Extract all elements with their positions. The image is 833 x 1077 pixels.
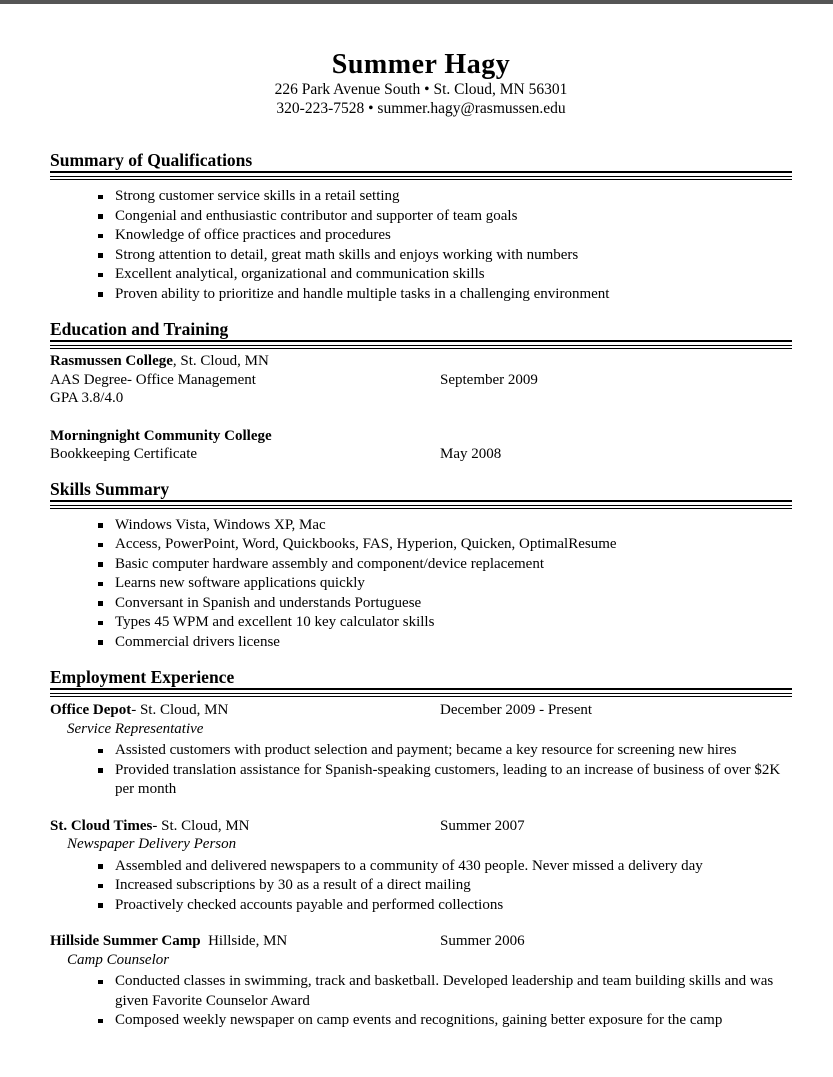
resume-page [0,50,833,1031]
list-item [50,265,792,285]
job-title: Newspaper Delivery Person [67,836,237,852]
bullet-square-icon [98,884,103,889]
employer-name: Hillside Summer Camp [50,933,201,949]
address-line: 226 Park Avenue South • St. Cloud, MN 56301 [274,81,568,98]
bullet-text: Assembled and delivered newspapers to a community of 430 people. Never missed a delivery day [115,857,703,874]
bullet-square-icon [98,253,103,258]
section-education [50,319,792,464]
employer-line [50,817,792,836]
document-top-border [0,0,833,4]
bullet-text: Assisted customers with product selection and payment; became a key resource for screening new hires [115,742,737,758]
school-name: Morningnight Community College [50,427,272,444]
job-date: Summer 2007 [440,817,525,834]
job-bullet-list [50,857,792,916]
job-date: December 2009 - Present [440,702,593,718]
section-divider [50,345,792,349]
employer-line [50,932,792,951]
credential-line [50,445,792,464]
bullet-text: Congenial and enthusiastic contributor and supporter of team goals [115,207,518,224]
bullet-text: Excellent analytical, organizational and communication skills [115,266,485,282]
list-item [50,594,792,614]
bullet-text: Access, PowerPoint, Word, Quickbooks, FAS, Hyperion, Quicken, OptimalResume [115,536,617,552]
bullet-text: Proven ability to prioritize and handle multiple tasks in a challenging environment [115,285,610,302]
section-summary [50,150,792,304]
contact-line: 320-223-7528 • summer.hagy@rasmussen.edu [276,100,566,117]
gpa-line [50,389,792,408]
section-title-skills: Skills Summary [50,479,792,502]
education-entry [50,427,792,464]
list-item [50,857,792,877]
employer-name: St. Cloud Times [50,817,153,834]
list-item [50,741,792,761]
bullet-square-icon [98,234,103,239]
job-entry [50,817,792,916]
list-item [50,285,792,305]
job-bullet-list [50,972,792,1031]
school-location: , St. Cloud, MN [172,353,269,369]
bullet-square-icon [98,214,103,219]
bullet-text: Commercial drivers license [115,633,280,650]
bullet-square-icon [98,562,103,567]
school-line [50,427,792,446]
candidate-name: Summer Hagy [331,49,511,80]
job-bullet-list [50,741,792,800]
bullet-square-icon [98,768,103,773]
list-item [50,876,792,896]
education-date: September 2009 [440,371,538,388]
list-item [50,187,792,207]
bullet-text: Conversant in Spanish and understands Portuguese [115,594,422,611]
bullet-text: Proactively checked accounts payable and performed collections [115,896,504,913]
summary-bullet-list [50,187,792,304]
list-item [50,535,792,555]
section-divider [50,176,792,180]
credential-line [50,371,792,390]
employer-location: Hillside, MN [200,933,288,949]
bullet-square-icon [98,601,103,606]
list-item [50,613,792,633]
bullet-text: Basic computer hardware assembly and component/device replacement [115,555,544,572]
list-item [50,246,792,266]
bullet-text: Types 45 WPM and excellent 10 key calculator skills [115,614,435,630]
resume-header [50,50,792,118]
bullet-text: Composed weekly newspaper on camp events and recognitions, gaining better exposure for the camp [115,1012,723,1028]
credential: Bookkeeping Certificate [50,446,198,462]
bullet-square-icon [98,749,103,754]
list-item [50,574,792,594]
list-item [50,555,792,575]
job-entry [50,701,792,800]
bullet-text: Strong attention to detail, great math skills and enjoys working with numbers [115,246,579,263]
list-item [50,761,792,800]
job-title: Service Representative [67,720,204,737]
bullet-square-icon [98,621,103,626]
section-divider [50,693,792,697]
gpa: GPA 3.8/4.0 [50,390,124,406]
job-title: Camp Counselor [67,951,170,968]
bullet-square-icon [98,292,103,297]
section-divider [50,505,792,509]
credential: AAS Degree- Office Management [50,371,256,388]
job-date: Summer 2006 [440,933,525,949]
school-name: Rasmussen College [50,353,173,369]
bullet-square-icon [98,640,103,645]
list-item [50,516,792,536]
education-entry [50,352,792,408]
bullet-square-icon [98,273,103,278]
employer-name: Office Depot [50,702,132,718]
bullet-text: Knowledge of office practices and procedures [115,227,391,243]
section-title-summary: Summary of Qualifications [50,150,792,173]
list-item [50,1011,792,1031]
bullet-square-icon [98,864,103,869]
list-item [50,226,792,246]
list-item [50,633,792,653]
bullet-square-icon [98,1019,103,1024]
job-entry [50,932,792,1031]
bullet-text: Strong customer service skills in a retail setting [115,188,400,204]
education-date: May 2008 [440,446,502,462]
employer-location: - St. Cloud, MN [152,817,250,834]
employer-location: - St. Cloud, MN [131,702,229,718]
skills-bullet-list [50,516,792,653]
bullet-square-icon [98,543,103,548]
list-item [50,207,792,227]
section-title-employment: Employment Experience [50,667,792,690]
section-title-education: Education and Training [50,319,792,342]
bullet-square-icon [98,582,103,587]
bullet-text: Conducted classes in swimming, track and basketball. Developed leadership and team building skills and was given Favorite Counselor Award [115,973,774,1009]
list-item [50,896,792,916]
bullet-text: Increased subscriptions by 30 as a result of a direct mailing [115,877,471,893]
bullet-text: Learns new software applications quickly [115,575,365,591]
section-employment [50,667,792,1031]
employer-line [50,701,792,720]
bullet-square-icon [98,980,103,985]
section-skills [50,479,792,653]
list-item [50,972,792,1011]
school-line [50,352,792,371]
bullet-text: Windows Vista, Windows XP, Mac [115,516,326,533]
bullet-square-icon [98,903,103,908]
bullet-square-icon [98,523,103,528]
bullet-square-icon [98,195,103,200]
bullet-text: Provided translation assistance for Spanish-speaking customers, leading to an increase of business of over $2K per month [115,761,781,797]
